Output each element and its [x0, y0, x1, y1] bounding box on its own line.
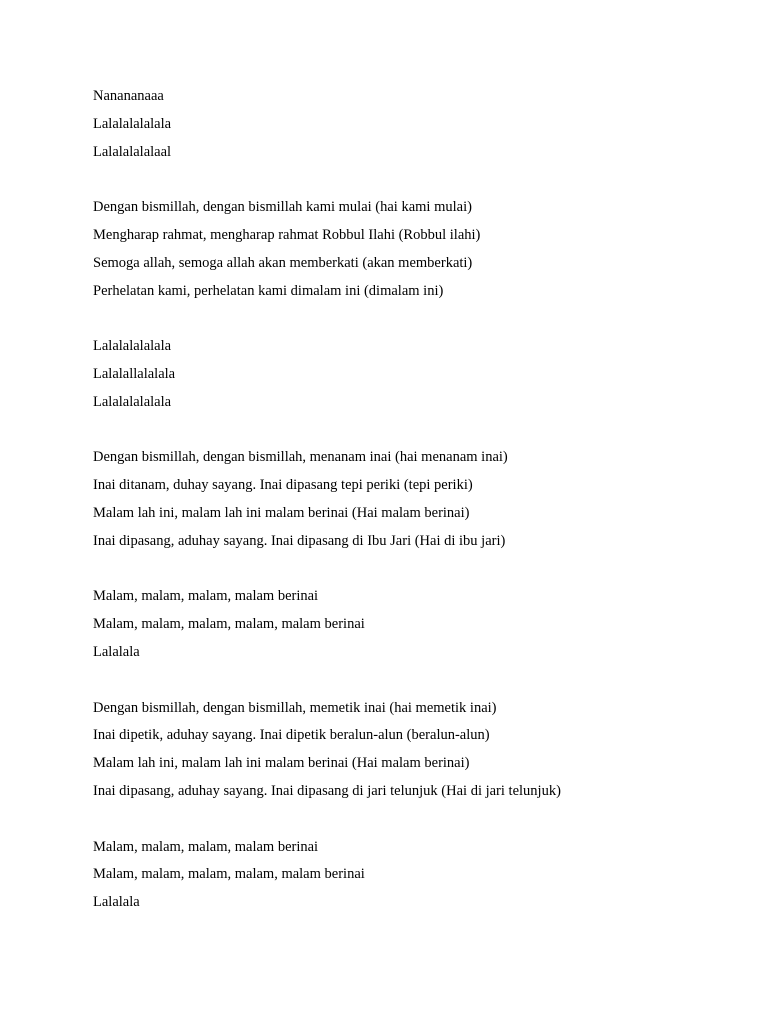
stanza-verse-2	[93, 447, 733, 558]
lyric-line: Malam, malam, malam, malam berinai	[93, 838, 319, 855]
lyric-line: Malam lah ini, malam lah ini malam berinai (Hai malam berinai)	[93, 755, 470, 772]
lyric-line: Inai dipetik, aduhay sayang. Inai dipetik beralun-alun (beralun-alun)	[93, 727, 490, 744]
lyric-line: Nanananaaa	[93, 88, 164, 104]
lyric-line: Lalalallalalala	[93, 365, 176, 382]
lyric-line: Dengan bismillah, dengan bismillah kami mulai (hai kami mulai)	[93, 199, 472, 216]
stanza-chorus-1	[93, 586, 733, 669]
stanza-intro	[93, 86, 733, 169]
lyric-line: Malam lah ini, malam lah ini malam berinai (Hai malam berinai)	[93, 504, 470, 521]
stanza-chorus-2	[93, 837, 733, 920]
lyric-line: Lalalalalalala	[93, 393, 172, 410]
lyric-line: Mengharap rahmat, mengharap rahmat Robbul Ilahi (Robbul ilahi)	[93, 226, 481, 243]
lyric-line: Semoga allah, semoga allah akan memberkati (akan memberkati)	[93, 254, 473, 271]
lyric-line: Lalalala	[93, 894, 140, 911]
lyric-line: Inai dipasang, aduhay sayang. Inai dipasang di jari telunjuk (Hai di jari telunjuk)	[93, 782, 561, 799]
lyric-line: Malam, malam, malam, malam, malam berinai	[93, 616, 365, 633]
lyrics-body	[93, 86, 733, 948]
lyric-line: Lalalalalalaal	[93, 143, 172, 160]
stanza-verse-3	[93, 698, 733, 809]
lyric-line: Lalalala	[93, 643, 140, 660]
stanza-interlude	[93, 336, 733, 419]
lyric-line: Perhelatan kami, perhelatan kami dimalam ini (dimalam ini)	[93, 282, 444, 299]
lyric-line: Dengan bismillah, dengan bismillah, menanam inai (hai menanam inai)	[93, 449, 508, 466]
lyric-line: Malam, malam, malam, malam, malam berinai	[93, 866, 365, 883]
lyric-line: Inai ditanam, duhay sayang. Inai dipasang tepi periki (tepi periki)	[93, 477, 473, 494]
lyric-line: Dengan bismillah, dengan bismillah, memetik inai (hai memetik inai)	[93, 699, 497, 716]
lyric-line: Inai dipasang, aduhay sayang. Inai dipasang di Ibu Jari (Hai di ibu jari)	[93, 532, 506, 549]
lyric-line: Malam, malam, malam, malam berinai	[93, 588, 319, 605]
lyric-line: Lalalalalalala	[93, 115, 172, 132]
stanza-verse-1	[93, 197, 733, 308]
lyric-line: Lalalalalalala	[93, 338, 172, 355]
